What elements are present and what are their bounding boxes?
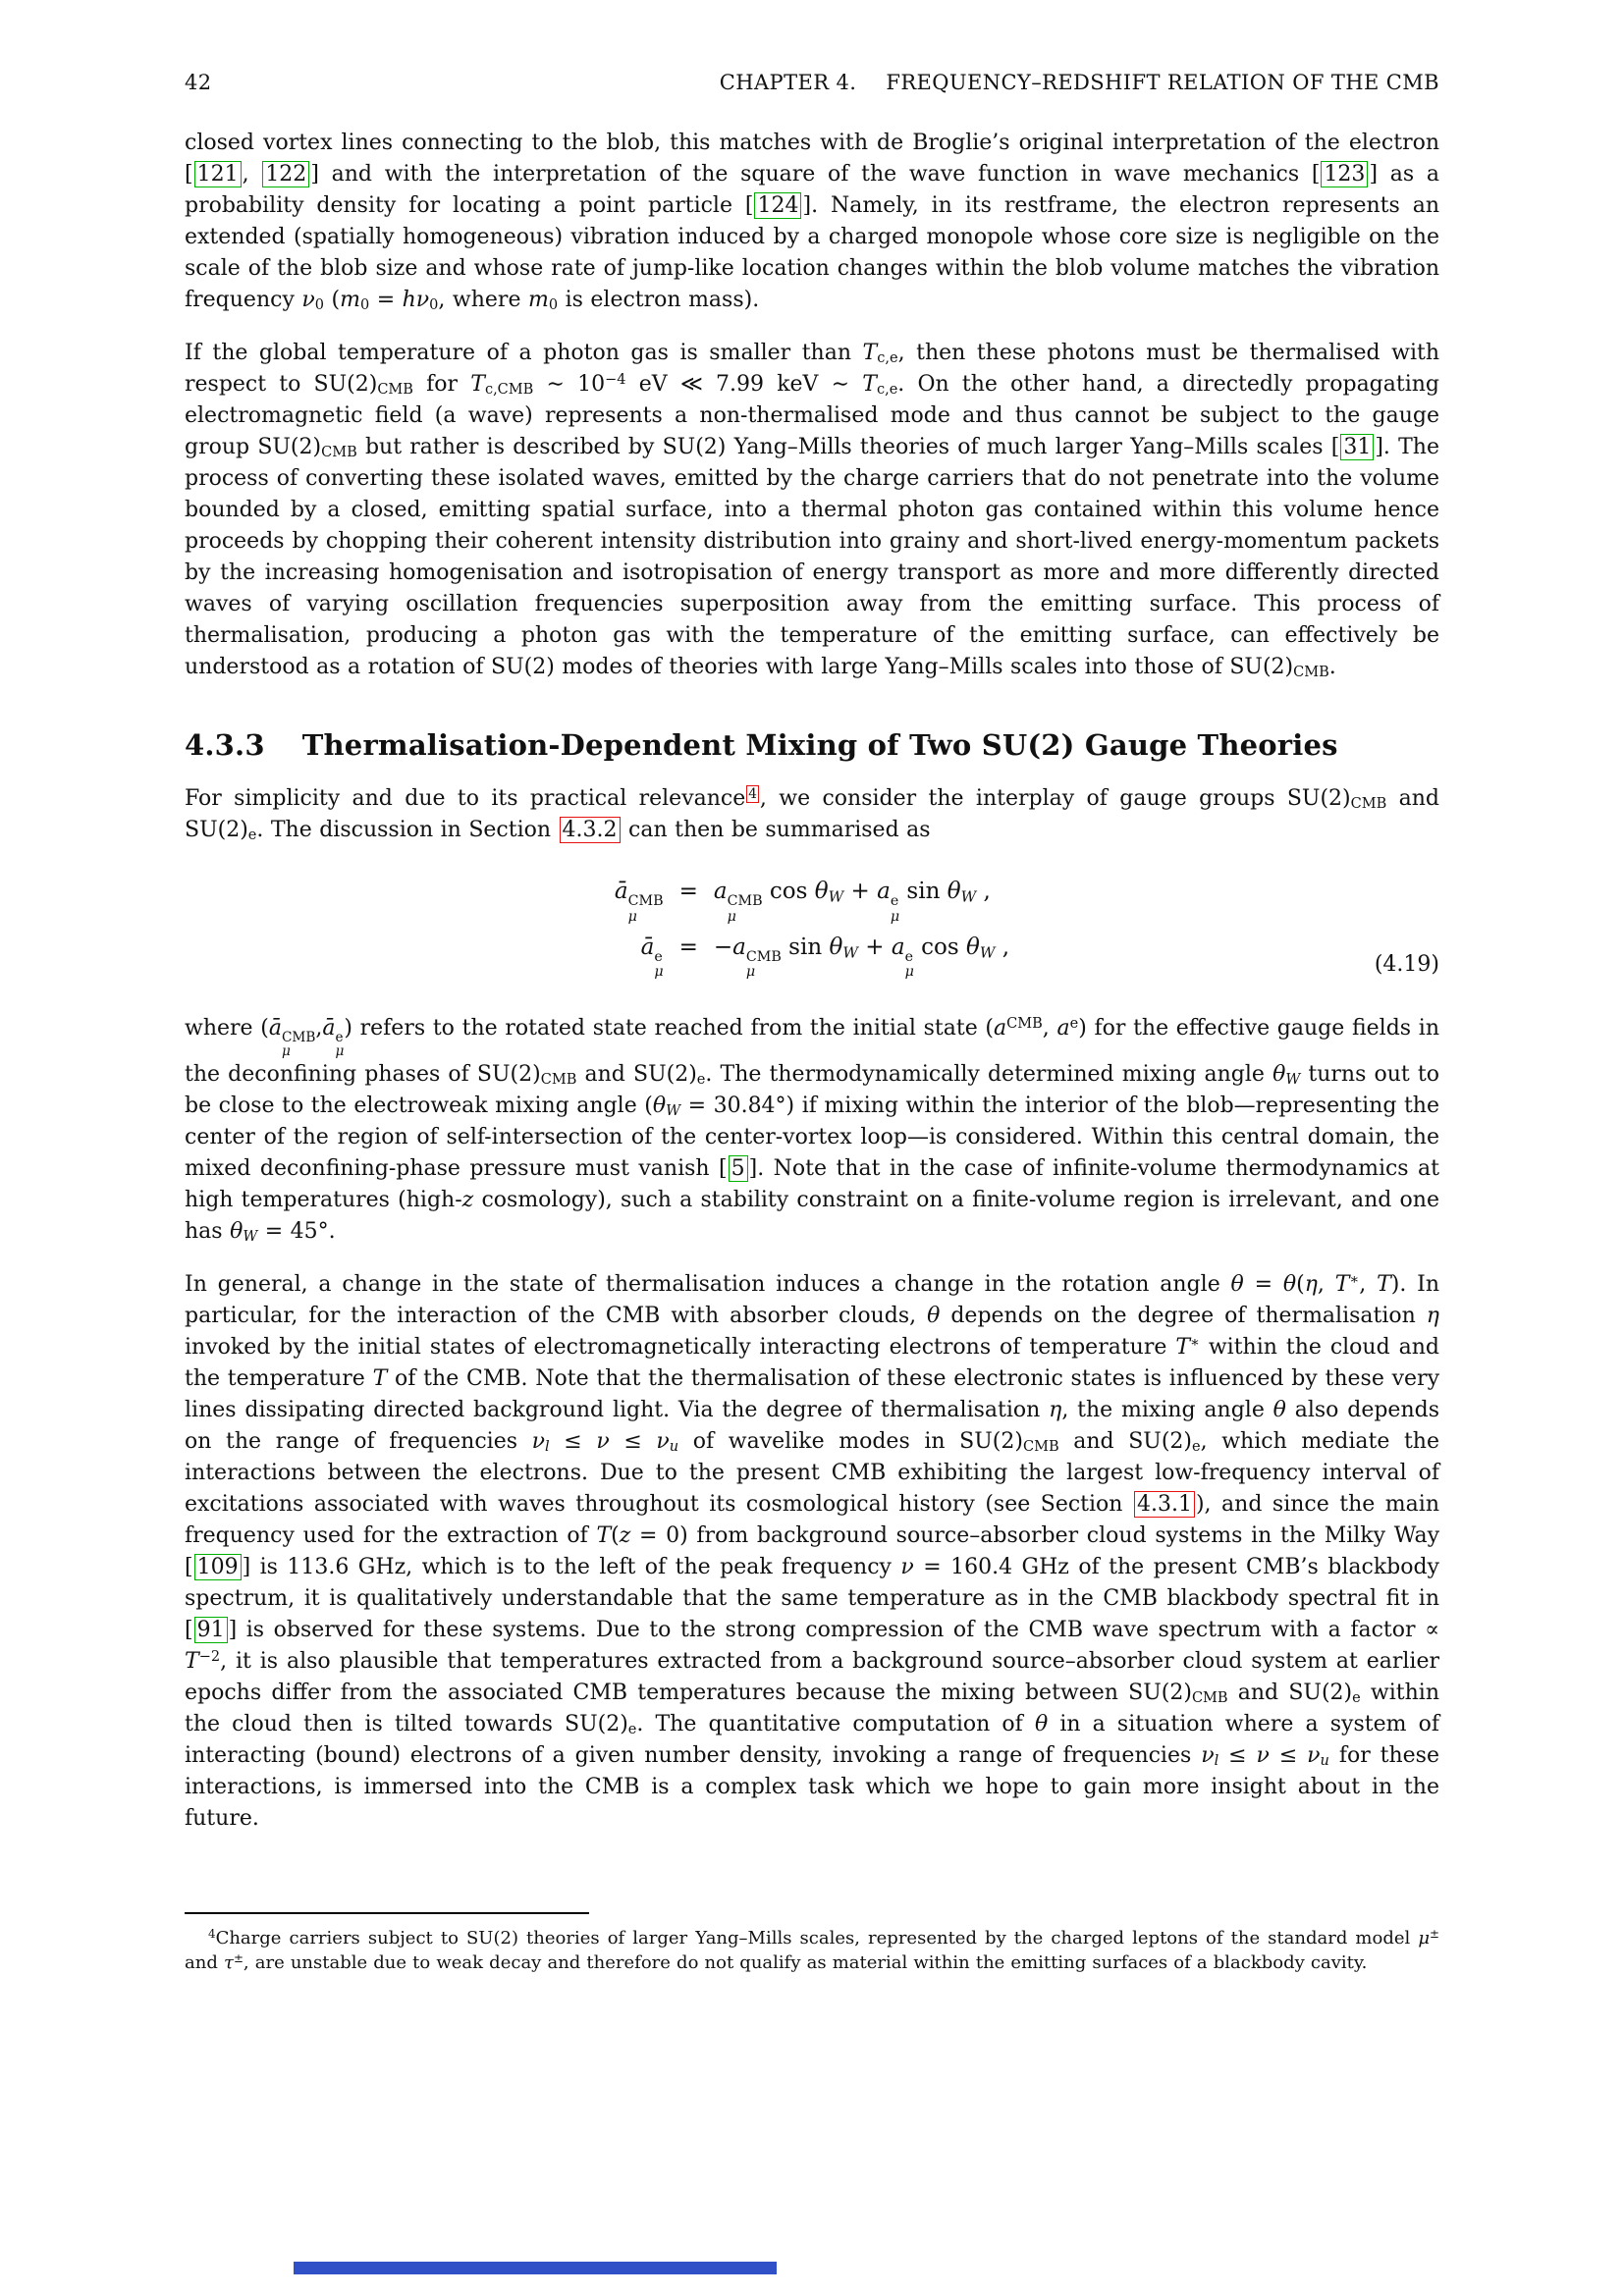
footnote-text: $^4$Charge carriers subject to SU(2) theories of larger Yang–Mills scales, represented by the charged leptons of the standard model μ± and τ±, are unstable due to weak decay and therefore do not qualify as material within the emitting surfaces of a blackbody cavity. xyxy=(185,1927,1439,1973)
paragraph-3: For simplicity and due to its practical relevance $^4$ , we consider the interplay of gauge groups SU(2)CMB and SU(2)e. The discussion in Section 4.3.2 can then be summarised as xyxy=(185,785,1439,844)
paragraph-5: In general, a change in the state of thermalisation induces a change in the rotation angle θ = θ(η, T∗, T). In particular, for the interaction of the CMB with absorber clouds, θ depends on the degree of thermalisation η invoked by the initial states of electromagnetically interacting electrons of temperature T∗ within the cloud and the temperature T of the CMB. Note that the thermalisation of these electronic states is influenced by these very lines dissipating directed background light. Via the degree of thermalisation η, the mixing angle θ also depends on the range of frequencies νl ≤ ν ≤ νu of wavelike modes in SU(2)CMB and SU(2)e, which mediate the interactions between the electrons. Due to the present CMB exhibiting the largest low-frequency interval of excitations associated with waves throughout its cosmological history (see Section 4.3.1 ), and since the main frequency used for the extraction of T(z = 0) from background source–absorber cloud systems in the Milky Way [ 109 ] is 113.6 GHz, which is to the left of the peak frequency ν = 160.4 GHz of the present CMB’s blackbody spectrum, it is qualitatively understandable that the same temperature as in the CMB blackbody spectral fit in [ 91 ] is observed for these systems. Due to the strong compression of the CMB wave spectrum with a factor ∝ $T^{-2}$, it is also plausible that temperatures extracted from a background source–absorber cloud system at earlier epochs differ from the associated CMB temperatures because the mixing between SU(2)CMB and SU(2)e within the cloud then is tilted towards SU(2)e. The quantitative computation of θ in a situation where a system of interacting (bound) electrons of a given number density, invoking a range of frequencies νl ≤ ν ≤ νu for these interactions, is immersed into the CMB is a complex task which we hope to gain more insight about in the future. xyxy=(185,1271,1439,1832)
section-ref-link[interactable]: 4.3.2 xyxy=(560,817,621,843)
footnote-rule xyxy=(185,1912,589,1914)
equation-rhs: −a CMB μ sin θW + a e μ cos θW , xyxy=(713,934,1010,981)
equation-line-2 xyxy=(615,930,1009,986)
equation-rhs: a CMB μ cos θW + a e μ sin θW , xyxy=(713,879,991,925)
paragraph-4: where (ā CMB μ ,ā e μ ) refers to the rotated state reached from the initial state ($a^{CMB}$, $a^e$) for the effective gauge fields in the deconfining phases of SU(2)CMB and SU(2)e. The thermodynamically determined mixing angle θW turns out to be close to the electroweak mixing angle (θW = 30.84°) if mixing within the interior of the blob—representing the center of the region of self-intersection of the center-vortex loop—is considered. Within this central domain, the mixed deconfining-phase pressure must vanish [ 5 ]. Note that in the case of infinite-volume thermodynamics at high temperatures (high-z cosmology), such a stability constraint on a finite-volume region is irrelevant, and one has θW = 45°. xyxy=(185,1015,1439,1246)
equals-sign: = xyxy=(678,934,698,960)
equation-line-1 xyxy=(615,874,1009,930)
running-header-chapter: CHAPTER 4. xyxy=(719,71,857,94)
running-header xyxy=(185,0,1439,94)
section-ref-link[interactable]: 4.3.1 xyxy=(1134,1491,1195,1518)
citation-link[interactable]: 109 xyxy=(194,1554,242,1580)
equals-sign: = xyxy=(678,879,698,904)
paragraph-2: If the global temperature of a photon gas is smaller than Tc,e, then these photons must be thermalised with respect to SU(2)CMB for Tc,CMB ∼ $10^{-4}$ eV ≪ 7.99 keV ∼ Tc,e. On the other hand, a directedly propagating electromagnetic field (a wave) represents a non-thermalised mode and thus cannot be subject to the gauge group SU(2)CMB but rather is described by SU(2) Yang–Mills theories of much larger Yang–Mills scales [ 31 ]. The process of converting these isolated waves, emitted by the charge carriers that do not penetrate into the volume bounded by a closed, emitting spatial surface, into a thermal photon gas contained within this volume hence proceeds by chopping their coherent intensity distribution into grainy and short-lived energy-momentum packets by the increasing homogenisation and isotropisation of energy transport as more and more differently directed waves of varying oscillation frequencies superposition away from the emitting surface. This process of thermalisation, producing a photon gas with the temperature of the emitting surface, can effectively be understood as a rotation of SU(2) modes of theories with large Yang–Mills scales into those of SU(2)CMB. xyxy=(185,341,1440,681)
footnote-ref-link[interactable]: 4 xyxy=(748,785,757,802)
footnote xyxy=(185,1912,1439,1975)
page-number: 42 xyxy=(185,71,212,94)
section-number: 4.3.3 xyxy=(185,728,265,762)
bottom-blue-bar xyxy=(294,2262,777,2274)
running-header-right xyxy=(720,71,1439,94)
running-header-title: FREQUENCY–REDSHIFT RELATION OF THE CMB xyxy=(886,71,1439,94)
citation-link[interactable]: 91 xyxy=(194,1617,228,1643)
citation-link[interactable]: 31 xyxy=(1340,434,1374,460)
equation-number: (4.19) xyxy=(1374,951,1439,977)
citation-link[interactable]: 5 xyxy=(729,1155,748,1182)
equation-lhs: ā CMB μ xyxy=(614,879,664,925)
section-title: Thermalisation-Dependent Mixing of Two SU(2) Gauge Theories xyxy=(301,728,1338,762)
paragraph-1: closed vortex lines connecting to the blob, this matches with de Broglie’s original interpretation of the electron [ 121 , 122 ] and with the interpretation of the square of the wave function in wave mechanics [ 123 ] as a probability density for locating a point particle [ 124 ]. Namely, in its restframe, the electron represents an extended (spatially homogeneous) vibration induced by a charged monopole whose core size is negligible on the scale of the blob size and whose rate of jump-like location changes within the blob volume matches the vibration frequency ν0 (m0 = hν0, where m0 is electron mass). xyxy=(185,131,1439,314)
section-heading xyxy=(185,728,1439,762)
citation-link[interactable]: 121 xyxy=(194,161,242,187)
equation-lhs: ā e μ xyxy=(640,934,664,981)
equation-lines xyxy=(615,874,1009,986)
citation-link[interactable]: 122 xyxy=(262,161,309,187)
citation-link[interactable]: 124 xyxy=(754,192,801,219)
equation-block xyxy=(185,874,1439,986)
citation-link[interactable]: 123 xyxy=(1321,161,1368,187)
